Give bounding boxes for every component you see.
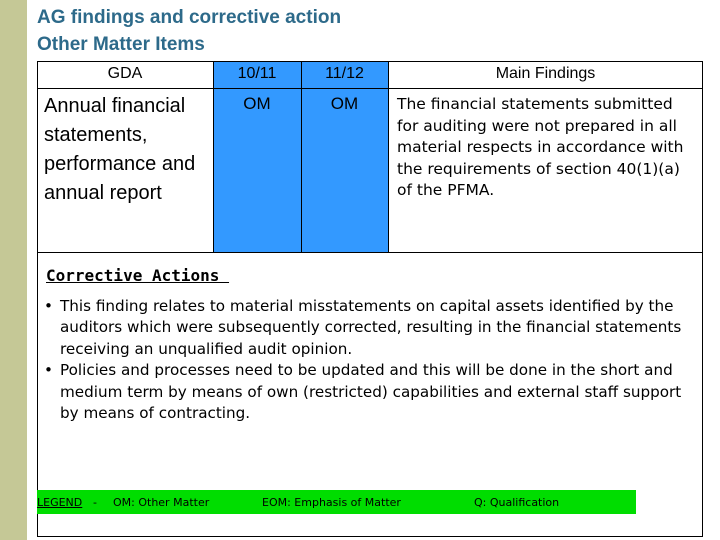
header-year-1112: 11/12 (325, 65, 364, 82)
left-accent-bar (0, 0, 27, 540)
bullet-text: This finding relates to material misstatements on capital assets identified by the auditors which were subsequently corrected, resulting in the financial statements receiving an unqualified audit opinion. (60, 297, 682, 358)
year-1011-column (213, 62, 301, 252)
legend-om: OM: Other Matter (113, 496, 210, 509)
header-gda: GDA (107, 65, 143, 82)
legend-label: LEGEND (37, 496, 83, 509)
legend-bar (37, 490, 636, 514)
bullet-icon: • (44, 297, 53, 315)
main-finding-text: The financial statements submitted for auditing were not prepared in all material respects in accordance with the requirements of section 40(1)(a) of the PFMA. (397, 95, 684, 199)
header-year-1011: 10/11 (237, 65, 277, 82)
slide-subtitle: Other Matter Items (37, 34, 205, 55)
corrective-actions-list (44, 296, 694, 424)
legend-q: Q: Qualification (474, 496, 560, 509)
year-1011-value: OM (243, 94, 271, 113)
slide-title: AG findings and corrective action (37, 7, 342, 28)
year-1112-value: OM (330, 94, 359, 113)
legend-separator: - (93, 496, 97, 509)
bullet-icon: • (44, 361, 53, 380)
header-divider (37, 88, 703, 89)
corrective-actions-title: Corrective Actions (46, 266, 230, 285)
bullet-text: Policies and processes need to be updated and this will be done in the short and medium term by means of own (restricted) capabilities and external staff support by means of contracting. (60, 361, 682, 423)
table-bottom-divider (37, 252, 703, 253)
gda-cell: Annual financial statements, performance and annual report (44, 95, 196, 204)
year-1112-column (301, 62, 388, 252)
page-number: 60 (670, 516, 684, 530)
column-divider (301, 62, 302, 252)
column-divider (213, 62, 214, 252)
column-divider (388, 62, 389, 252)
header-main-findings: Main Findings (495, 65, 596, 82)
legend-eom: EOM: Emphasis of Matter (262, 496, 401, 509)
list-item (44, 360, 694, 424)
list-item (44, 296, 694, 360)
